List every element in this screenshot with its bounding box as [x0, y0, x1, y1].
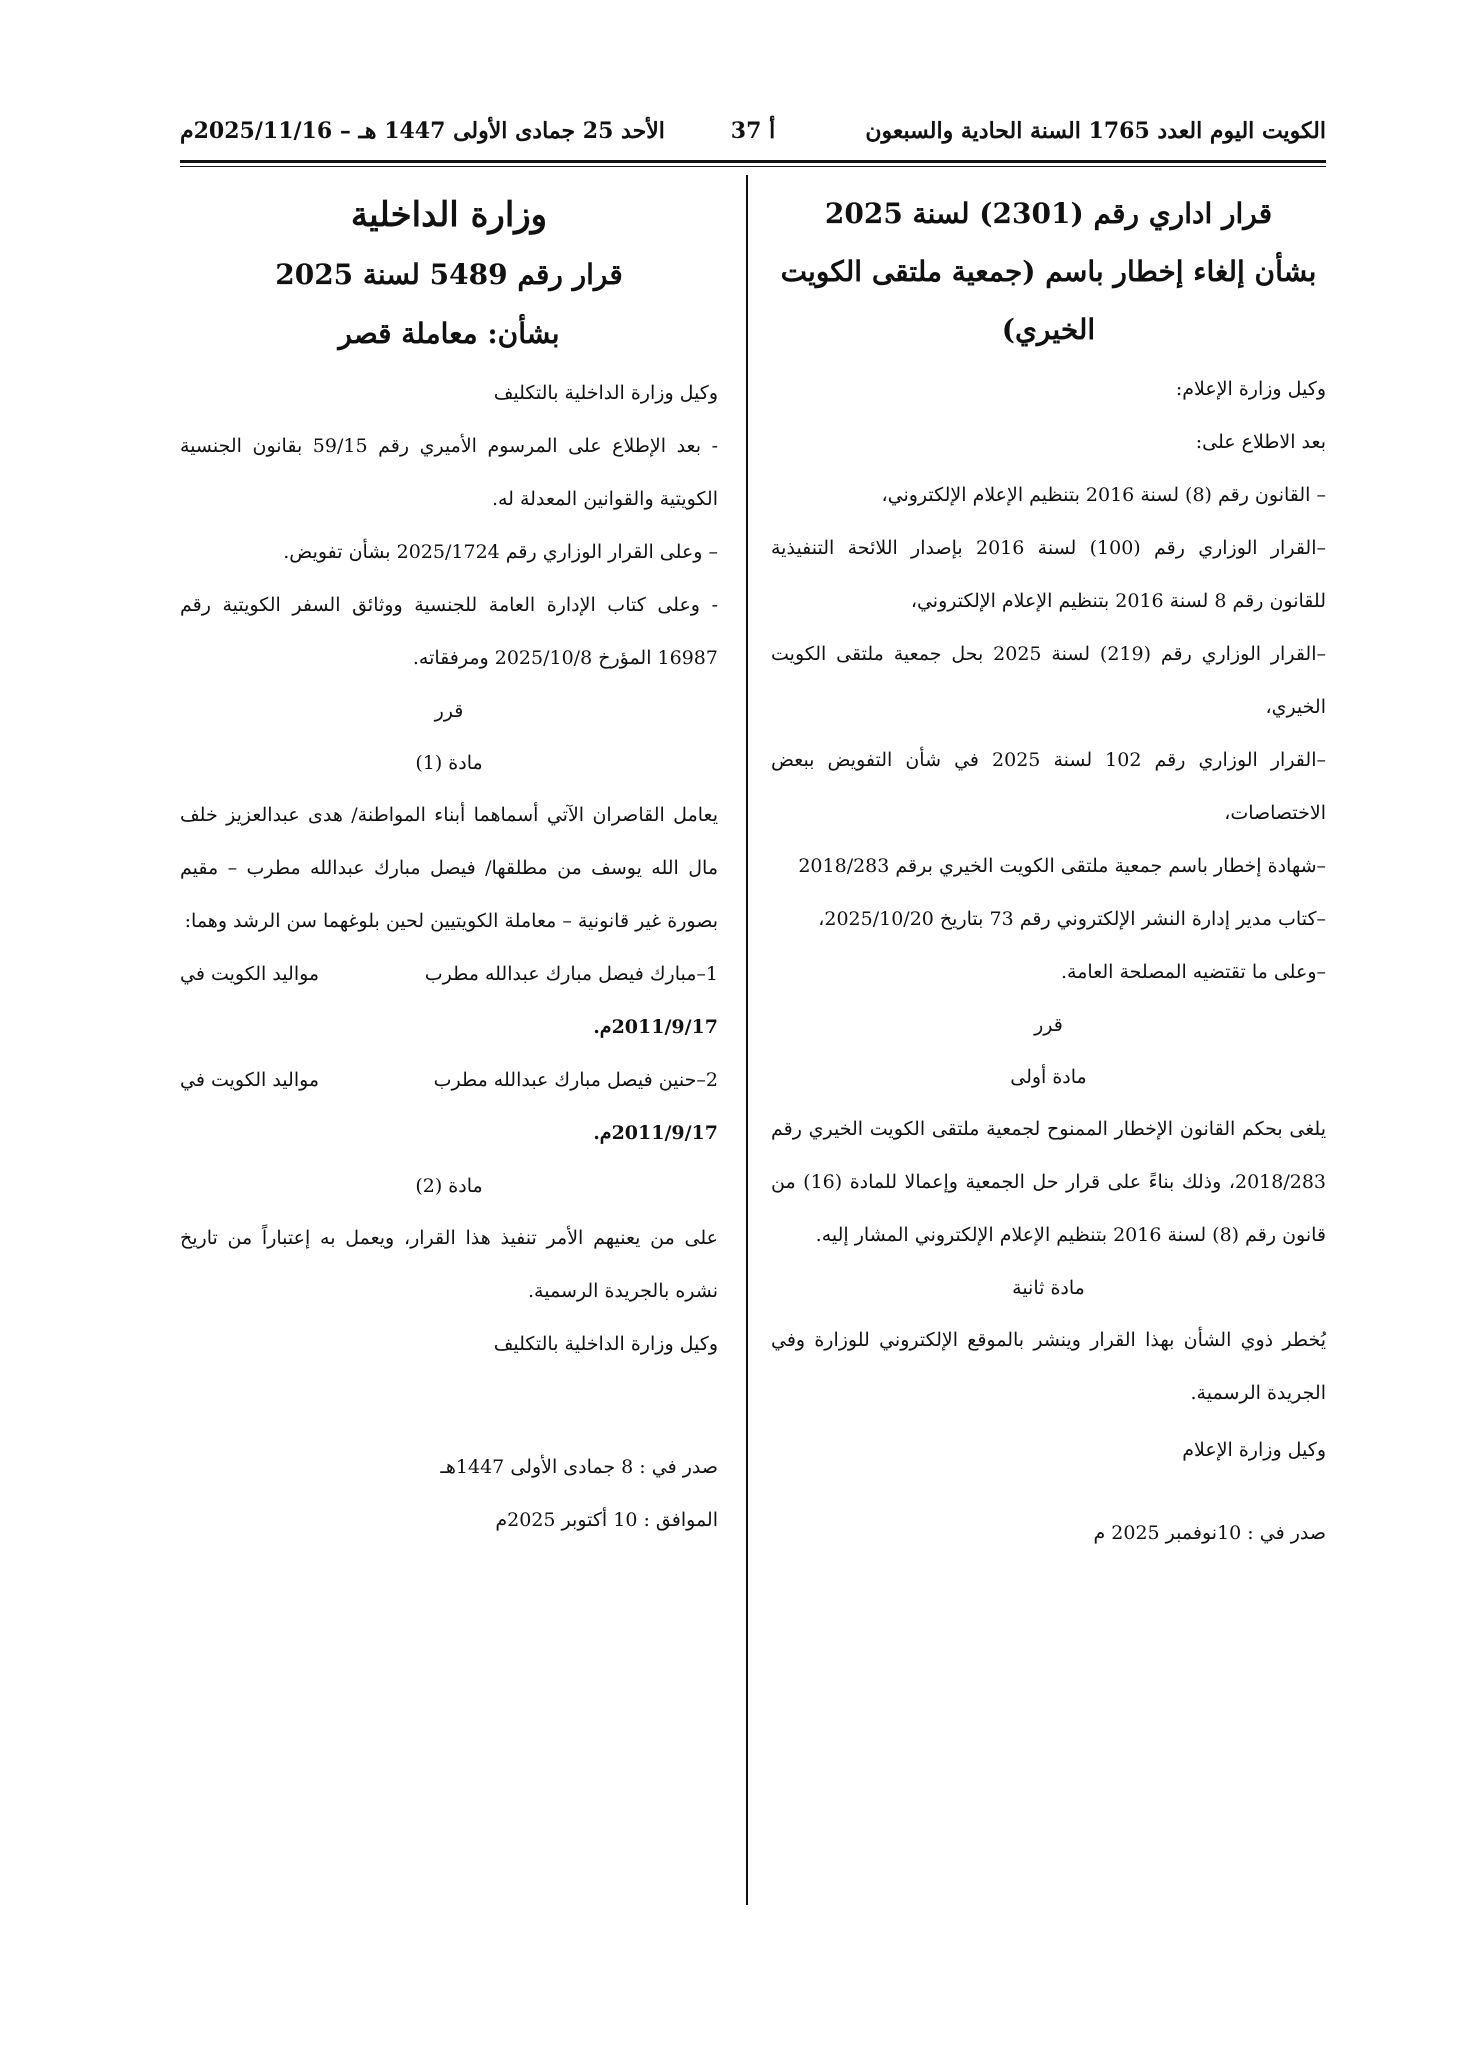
preamble-item: –القرار الوزاري رقم 102 لسنة 2025 في شأن التفويض ببعض الاختصاصات، [771, 749, 1326, 824]
issue-date-hijri: صدر في : 8 جمادى الأولى 1447هـ [440, 1456, 718, 1478]
issue-date-gregorian: الموافق : 10 أكتوبر 2025م [495, 1509, 718, 1531]
decision-title: قرار اداري رقم (2301) لسنة 2025 [824, 197, 1273, 230]
preamble-item: – وعلى القرار الوزاري رقم 2025/1724 بشأن تفويض. [283, 541, 718, 563]
decided-heading: قرر [434, 700, 464, 722]
article-text: على من يعنيهم الأمر تنفيذ هذا القرار، ويعمل به إعتباراً من تاريخ نشره بالجريدة الرسمية. [180, 1227, 718, 1302]
preamble-item: –كتاب مدير إدارة النشر الإلكتروني رقم 73 بتاريخ 2025/10/20، [818, 908, 1326, 930]
decision-subject-cont: الخيري) [1001, 313, 1096, 346]
child-entry [180, 1054, 718, 1107]
preamble-item: –القرار الوزاري رقم (219) لسنة 2025 بحل جمعية ملتقى الكويت الخيري، [771, 643, 1326, 718]
article-heading: مادة (2) [415, 1175, 483, 1197]
article-text: يُخطر ذوي الشأن بهذا القرار وينشر بالموقع الإلكتروني للوزارة وفي الجريدة الرسمية. [771, 1329, 1326, 1404]
article-text: يلغى بحكم القانون الإخطار الممنوح لجمعية ملتقى الكويت الخيري رقم 2018/283، وذلك بناءً على قرار حل الجمعية وإعمالا للمادة (16) من قانون رقم (8) لسنة 2016 بتنظيم الإعلام الإلكتروني المشار إليه. [771, 1118, 1327, 1246]
article-heading: مادة أولى [1010, 1066, 1087, 1088]
issuer: وكيل وزارة الداخلية بالتكليف [493, 382, 718, 404]
page-header [180, 118, 1326, 158]
preamble-item: - وعلى كتاب الإدارة العامة للجنسية ووثائق السفر الكويتية رقم 16987 المؤرخ 2025/10/8 ومرفقاته. [180, 594, 718, 669]
preamble-intro: بعد الاطلاع على: [1195, 431, 1326, 453]
left-column [180, 180, 718, 1547]
child-birth-date: 2011/9/17م. [593, 1016, 718, 1038]
header-issue: الكويت اليوم العدد 1765 السنة الحادية والسبعون [865, 118, 1326, 144]
decided-heading: قرر [1034, 1014, 1063, 1036]
child-name: 2–حنين فيصل مبارك عبدالله مطرب [433, 1069, 718, 1091]
signature: وكيل وزارة الداخلية بالتكليف [493, 1333, 718, 1355]
header-rule-thin [180, 166, 1326, 167]
article-heading: مادة (1) [415, 752, 483, 774]
signature: وكيل وزارة الإعلام [1182, 1439, 1326, 1461]
header-rule-thick [180, 160, 1326, 163]
child-entry [180, 948, 718, 1001]
decision-title: قرار رقم 5489 لسنة 2025 [275, 258, 623, 291]
right-column [771, 180, 1326, 1560]
ministry-name: وزارة الداخلية [350, 195, 548, 235]
preamble-item: - بعد الإطلاع على المرسوم الأميري رقم 59/15 بقانون الجنسية الكويتية والقوانين المعدلة له. [180, 435, 718, 510]
header-page-number: أ 37 [730, 118, 776, 144]
article-heading: مادة ثانية [1012, 1277, 1085, 1299]
header-date: الأحد 25 جمادى الأولى 1447 هـ – 2025/11/16م [180, 118, 665, 144]
article-text: يعامل القاصران الآتي أسماهما أبناء المواطنة/ هدى عبدالعزيز خلف مال الله يوسف من مطلقها/ فيصل مبارك عبدالله مطرب – مقيم بصورة غير قانونية – معاملة الكويتيين لحين بلوغهما سن الرشد وهما: [180, 804, 718, 932]
child-birth: مواليد الكويت في [180, 1069, 320, 1091]
preamble-item: –شهادة إخطار باسم جمعية ملتقى الكويت الخيري برقم 2018/283 [798, 855, 1326, 877]
issue-date: صدر في : 10نوفمبر 2025 م [1093, 1522, 1326, 1544]
issuer: وكيل وزارة الإعلام: [1175, 378, 1326, 400]
preamble-item: – القانون رقم (8) لسنة 2016 بتنظيم الإعلام الإلكتروني، [881, 484, 1326, 506]
preamble-item: –وعلى ما تقتضيه المصلحة العامة. [1061, 961, 1326, 983]
column-divider [746, 175, 748, 1905]
decision-subject: بشأن: معاملة قصر [338, 317, 560, 350]
child-name: 1–مبارك فيصل مبارك عبدالله مطرب [424, 963, 718, 985]
decision-subject: بشأن إلغاء إخطار باسم (جمعية ملتقى الكويت [780, 255, 1317, 288]
child-birth-date: 2011/9/17م. [593, 1122, 718, 1144]
preamble-item: –القرار الوزاري رقم (100) لسنة 2016 بإصدار اللائحة التنفيذية للقانون رقم 8 لسنة 2016 بتنظيم الإعلام الإلكتروني، [771, 537, 1326, 612]
child-birth: مواليد الكويت في [180, 963, 320, 985]
